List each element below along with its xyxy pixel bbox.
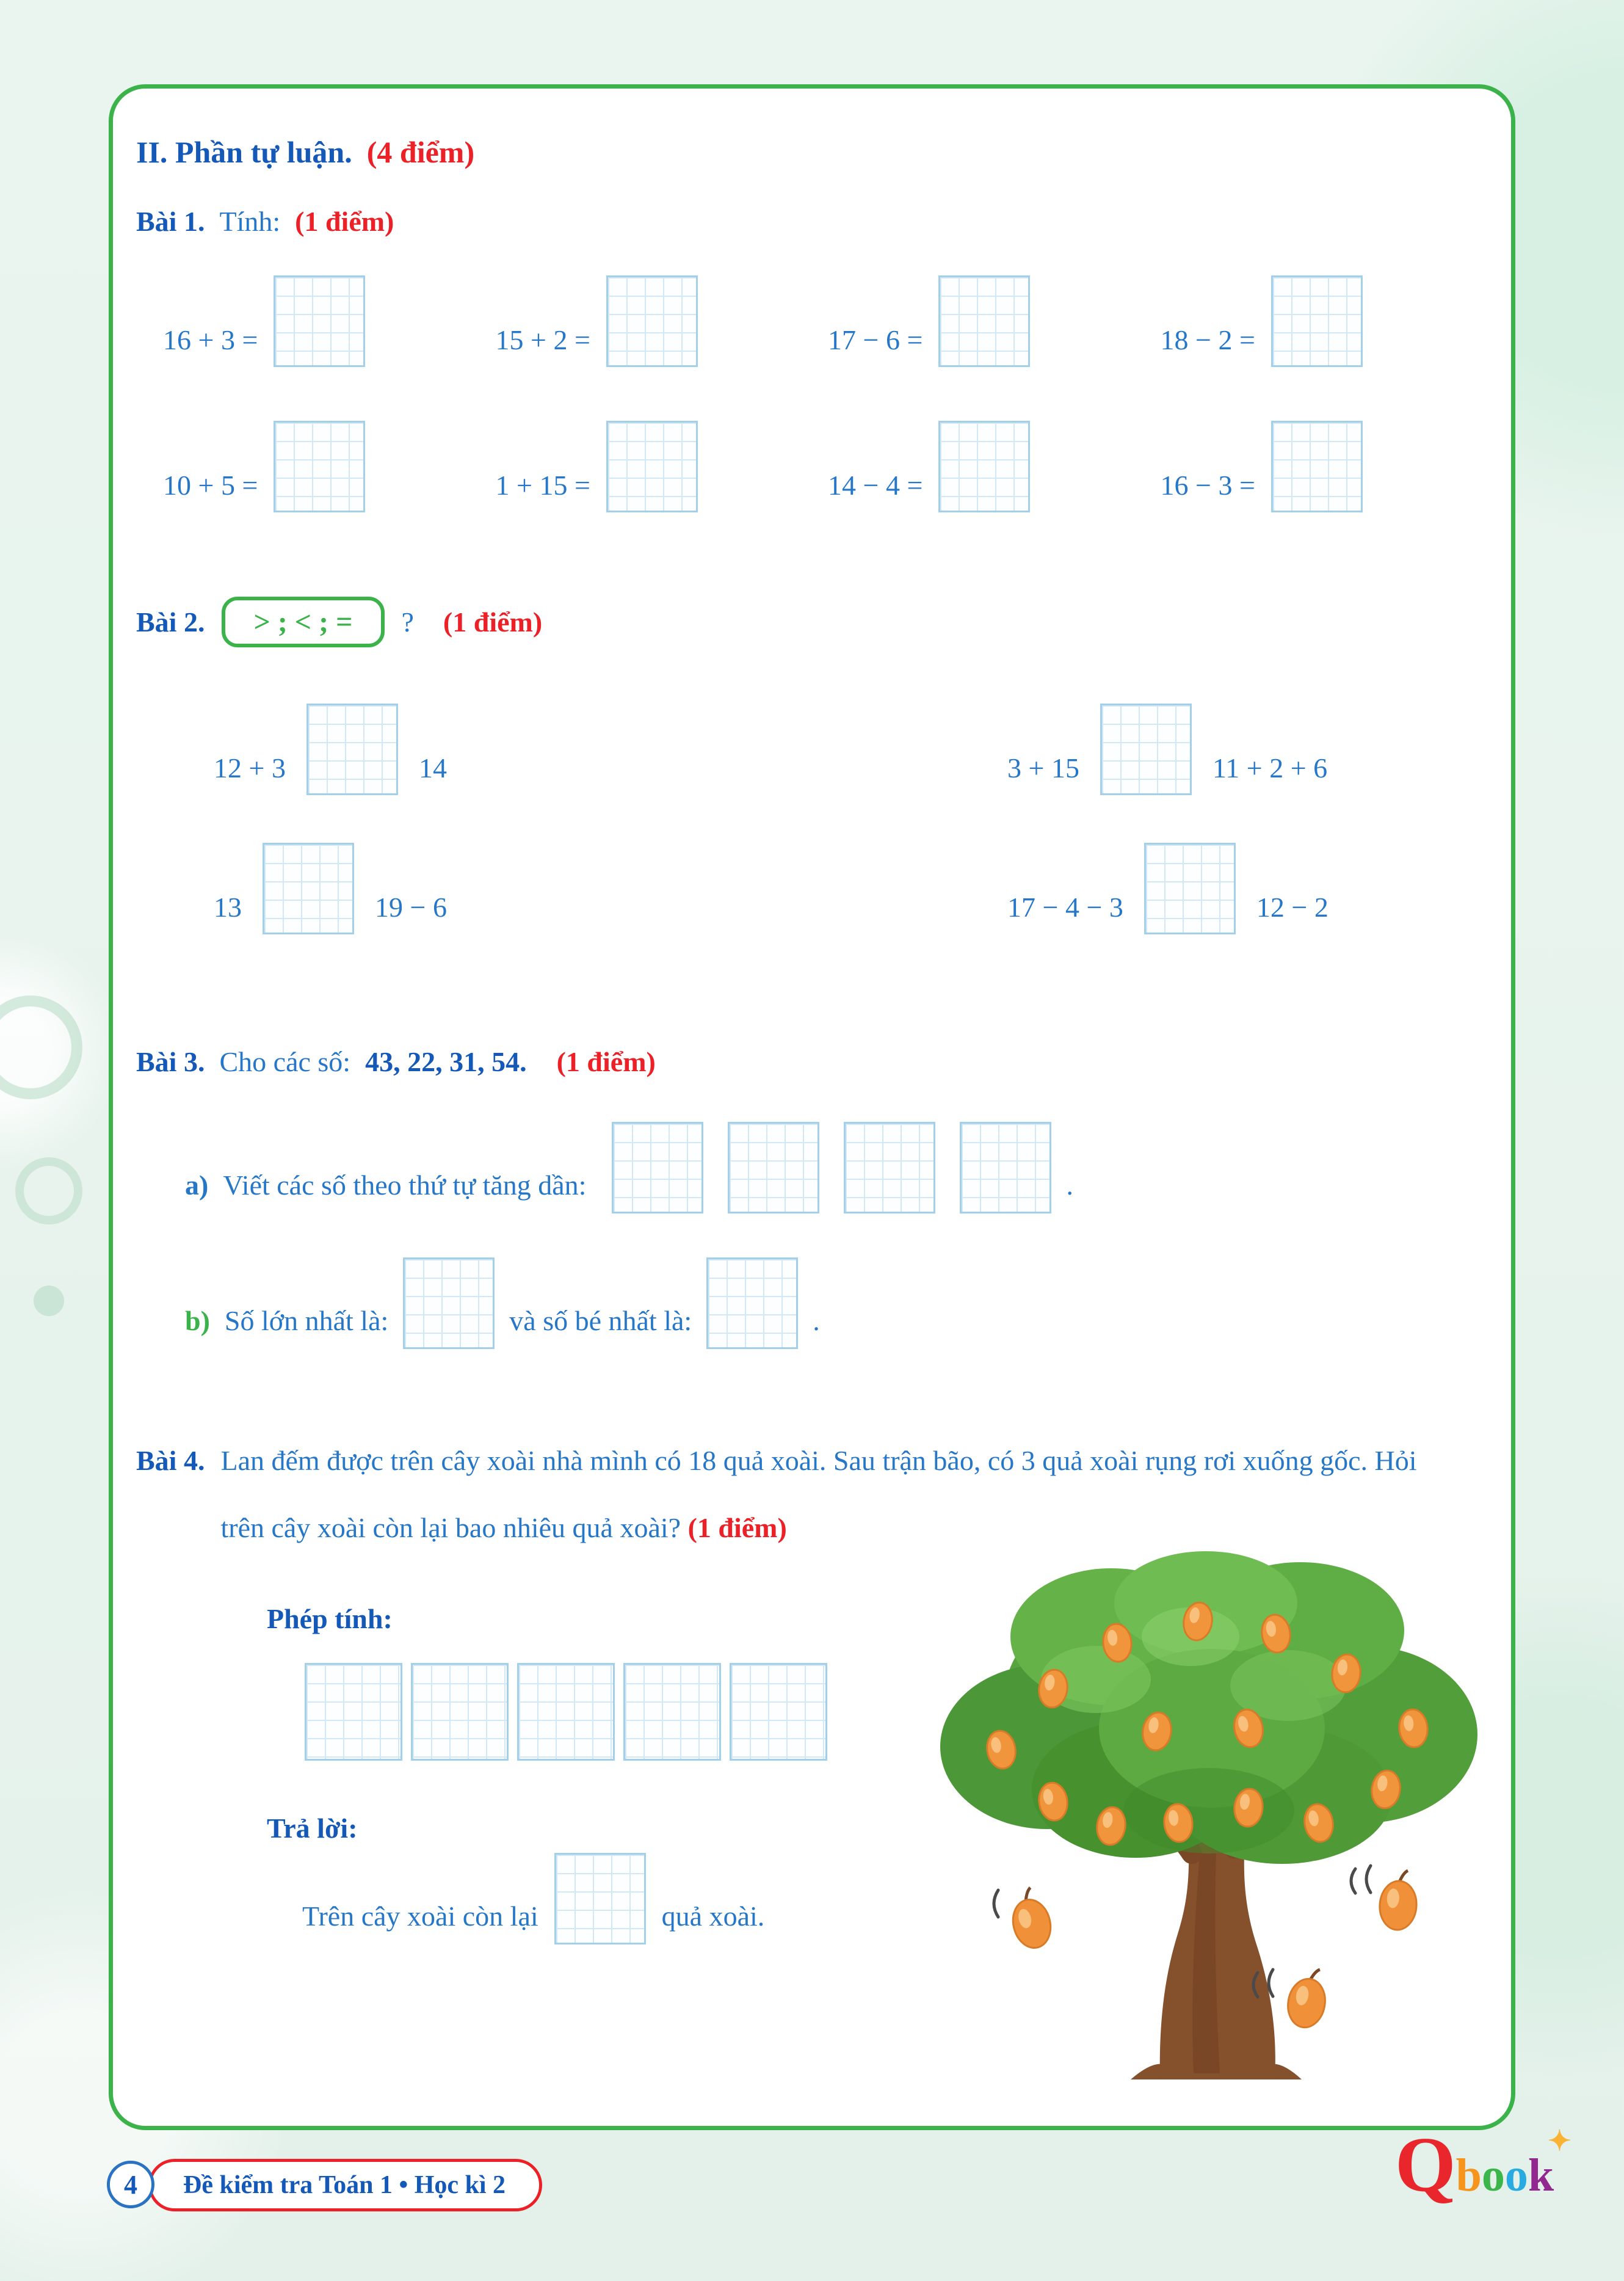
bai3-header: [136, 1046, 1493, 1078]
answer-box[interactable]: [938, 275, 1030, 367]
comparison-left: 13: [214, 892, 242, 923]
comparison-item: [214, 704, 1007, 795]
comparison-symbols-pill: > ; < ; =: [222, 597, 384, 647]
bai4-points: (1 điểm): [687, 1512, 787, 1544]
equation-item: [496, 275, 828, 367]
part-a-text: Viết các số theo thứ tự tăng dần:: [223, 1170, 587, 1201]
comparison-item: [1007, 843, 1493, 934]
equation-item: [828, 275, 1161, 367]
answer-box[interactable]: [554, 1853, 646, 1944]
mango-tree-illustration: [916, 1548, 1496, 2086]
answer-box[interactable]: [606, 421, 698, 512]
answer-box[interactable]: [274, 421, 365, 512]
comparison-right: 12 − 2: [1256, 892, 1329, 923]
part-b-text-1: Số lớn nhất là:: [224, 1305, 389, 1336]
comparison-answer-box[interactable]: [1100, 704, 1192, 795]
answer-box[interactable]: [612, 1122, 703, 1213]
bai2-points: (1 điểm): [443, 606, 543, 638]
background-blob: [34, 1286, 64, 1316]
tra-loi-label: Trả lời:: [267, 1812, 358, 1844]
section-points: (4 điểm): [366, 135, 475, 169]
equation-item: [163, 275, 496, 367]
bai3-numbers: 43, 22, 31, 54.: [365, 1046, 527, 1077]
comparison-answer-box[interactable]: [306, 704, 398, 795]
bai2-label: Bài 2.: [136, 606, 205, 638]
answer-prefix: Trên cây xoài còn lại: [302, 1900, 538, 1932]
logo-letter: Q: [1395, 2121, 1456, 2208]
comparison-left: 3 + 15: [1007, 752, 1079, 784]
equation-item: [828, 421, 1161, 512]
answer-box[interactable]: [411, 1663, 509, 1761]
part-b-marker: b): [185, 1305, 210, 1336]
answer-box[interactable]: [960, 1122, 1051, 1213]
equation-text: 18 − 2 =: [1160, 324, 1255, 355]
bai4-label: Bài 4.: [136, 1445, 205, 1476]
equation-item: [496, 421, 828, 512]
bai1-problems: [163, 275, 1493, 512]
comparison-left: 17 − 4 − 3: [1007, 892, 1123, 923]
bai1-label: Bài 1.: [136, 206, 205, 237]
comparison-right: 11 + 2 + 6: [1212, 752, 1328, 784]
word-problem-text: [220, 1427, 1466, 1562]
logo-letter: b: [1455, 2150, 1482, 2201]
comparison-item: [214, 843, 1007, 934]
word-problem-body: Lan đếm được trên cây xoài nhà mình có 18 quả xoài. Sau trận bão, có 3 quả xoài rụng rơi xuống gốc. Hỏi trên cây xoài còn lại bao nhiêu quả xoài?: [220, 1445, 1417, 1544]
part-a-marker: a): [185, 1170, 209, 1201]
section-title: [136, 134, 1493, 170]
answer-suffix: quả xoài.: [661, 1900, 765, 1932]
answer-box[interactable]: [606, 275, 698, 367]
bai3-points: (1 điểm): [556, 1046, 656, 1077]
comparison-answer-box[interactable]: [1144, 843, 1236, 934]
question-mark: ?: [401, 606, 414, 638]
phep-tinh-label: Phép tính:: [267, 1603, 393, 1634]
part-b-text-2: và số bé nhất là:: [509, 1305, 692, 1336]
logo-letter: o: [1481, 2150, 1505, 2201]
bai2-header: [136, 597, 1493, 647]
answer-box[interactable]: [305, 1663, 402, 1761]
page-number: 4: [124, 2169, 137, 2200]
answer-box[interactable]: [274, 275, 365, 367]
worksheet-card: [109, 84, 1515, 2130]
answer-box[interactable]: [706, 1257, 798, 1349]
bai3-part-b: [185, 1257, 1493, 1349]
equation-text: 15 + 2 =: [495, 324, 590, 355]
bai3-part-a: [185, 1122, 1493, 1213]
equation-text: 16 + 3 =: [163, 324, 258, 355]
bai3-intro: Cho các số:: [219, 1046, 351, 1077]
answer-box[interactable]: [1271, 275, 1363, 367]
logo-letter: k: [1528, 2150, 1554, 2201]
equation-item: [1161, 275, 1493, 367]
qbook-logo: [1395, 2121, 1571, 2208]
equation-text: 14 − 4 =: [828, 470, 923, 501]
section-title-text: II. Phần tự luận.: [136, 135, 352, 169]
equation-item: [1161, 421, 1493, 512]
bai2-problems: [214, 704, 1493, 934]
background-blob: [15, 1157, 82, 1224]
answer-box[interactable]: [938, 421, 1030, 512]
bai1-instruction: Tính:: [219, 206, 281, 237]
logo-letter: o: [1504, 2150, 1528, 2201]
equation-text: 1 + 15 =: [495, 470, 590, 501]
background-blob: [0, 995, 82, 1099]
answer-box[interactable]: [1271, 421, 1363, 512]
answer-box[interactable]: [623, 1663, 721, 1761]
ascending-order-boxes: [612, 1122, 1051, 1213]
comparison-right: 19 − 6: [375, 892, 447, 923]
answer-box[interactable]: [730, 1663, 827, 1761]
footer-title-text: Đề kiểm tra Toán 1 • Học kì 2: [183, 2171, 506, 2199]
equation-text: 17 − 6 =: [828, 324, 923, 355]
answer-box[interactable]: [728, 1122, 819, 1213]
part-b-period: .: [813, 1305, 820, 1336]
equation-text: 10 + 5 =: [163, 470, 258, 501]
comparison-answer-box[interactable]: [263, 843, 354, 934]
answer-box[interactable]: [844, 1122, 935, 1213]
equation-item: [163, 421, 496, 512]
bai1-header: [136, 205, 1493, 238]
page-number-badge: [107, 2161, 154, 2208]
comparison-left: 12 + 3: [214, 752, 286, 784]
bai1-points: (1 điểm): [295, 206, 394, 237]
answer-box[interactable]: [517, 1663, 615, 1761]
sparkle-icon: ✦: [1548, 2125, 1571, 2156]
answer-box[interactable]: [403, 1257, 495, 1349]
comparison-right: 14: [418, 752, 447, 784]
bai4-problem: [136, 1427, 1493, 1562]
bai3-label: Bài 3.: [136, 1046, 205, 1077]
equation-text: 16 − 3 =: [1160, 470, 1255, 501]
part-a-period: .: [1066, 1170, 1073, 1201]
footer-title: [148, 2159, 542, 2211]
comparison-item: [1007, 704, 1493, 795]
